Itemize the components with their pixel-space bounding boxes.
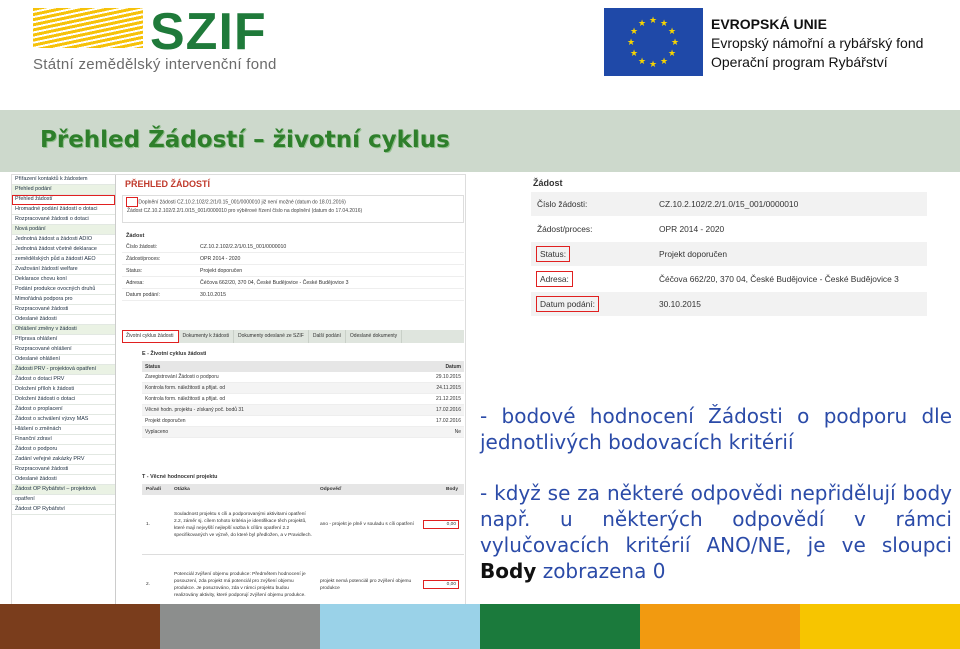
lifecycle-date: 21.12.2015 <box>435 396 461 402</box>
sidebar-item[interactable]: Rozpracované žádosti <box>12 465 115 475</box>
sidebar-item[interactable]: Žádost o schválení výzvy MAS <box>12 415 115 425</box>
lifecycle-date: 24.11.2015 <box>436 385 461 391</box>
lifecycle-status: Zaregistrování Žádosti o podporu <box>145 374 219 380</box>
scoring-answer: ano - projekt je plně v souladu s cíli opatření <box>320 522 414 527</box>
title-band <box>0 110 960 172</box>
scoring-order: 2. <box>146 582 151 587</box>
slide-title: Přehled Žádostí – životní cyklus <box>40 127 450 153</box>
scoring-points <box>424 521 462 528</box>
form-value: CZ.10.2.102/2.2/1/0.15_001/0000010 <box>200 243 287 250</box>
sidebar-item[interactable]: Přiřazení kontaktů k žádostem <box>12 175 115 185</box>
lifecycle-row <box>142 383 464 394</box>
lifecycle-header <box>142 361 464 372</box>
footer-color-bar <box>480 604 640 649</box>
col-date: Datum <box>445 363 461 370</box>
sidebar-item[interactable]: Mimořádná podpora pro <box>12 295 115 305</box>
tab[interactable]: Další podání <box>309 330 346 343</box>
col-answer: Odpověď <box>320 487 342 492</box>
lifecycle-table <box>142 361 464 438</box>
eu-star-icon: ★ <box>660 17 669 28</box>
sidebar-item[interactable]: Přehled žádostí <box>12 195 115 205</box>
sidebar-item[interactable]: Zadání veřejné zakázky PRV <box>12 455 115 465</box>
sidebar-item[interactable]: opatření <box>12 495 115 505</box>
app-screenshot <box>11 174 466 611</box>
form-key: Status: <box>126 267 143 274</box>
sidebar-item[interactable]: Hlášení o změnách <box>12 425 115 435</box>
form-row <box>122 253 464 265</box>
eu-star-icon: ★ <box>660 56 669 67</box>
detail-title: Žádost <box>533 178 563 188</box>
request-form <box>122 231 464 301</box>
scoring-title: T - Věcné hodnocení projektu <box>142 474 218 480</box>
tab-bar <box>122 330 464 343</box>
eu-star-icon: ★ <box>627 37 636 47</box>
form-section: Žádost <box>126 233 145 239</box>
lifecycle-date: 17.02.2016 <box>435 407 461 413</box>
sidebar-item[interactable]: Žádost OP Rybářství <box>12 505 115 515</box>
detail-row <box>531 292 927 317</box>
notice-box <box>122 195 464 223</box>
sidebar-item[interactable]: Deklarace chovu koní <box>12 275 115 285</box>
form-row <box>122 241 464 253</box>
scoring-question: Potenciál zvýšení objemu produkce: Předmětem hodnocení je posouzení, zda projekt má potenciál pro zvýšení objemu produkce. Je posuzováno, zda v rámci projektu budou realizovány aktivity, které podporují zvýšení objemu produkce. <box>174 571 306 598</box>
footer-color-bar <box>0 604 160 649</box>
notice-flag <box>127 198 137 206</box>
eu-star-icon: ★ <box>638 17 647 28</box>
sidebar-item[interactable]: Rozpracované žádosti <box>12 305 115 315</box>
eu-star-icon: ★ <box>649 15 658 25</box>
col-order: Pořadí <box>146 487 161 492</box>
form-key: Adresa: <box>126 279 144 286</box>
lifecycle-date: 29.10.2015 <box>435 374 461 380</box>
detail-key-label: Status: <box>537 247 569 261</box>
sidebar-item[interactable]: zemědělských půd a žádostí AEO <box>12 255 115 265</box>
detail-row <box>531 242 927 267</box>
bullet-2 <box>480 480 952 584</box>
szif-logo-text: SZIF <box>150 3 267 61</box>
detail-value: CZ.10.2.102/2.2/1.0/15_001/0000010 <box>659 199 799 209</box>
eu-star-icon: ★ <box>668 26 677 36</box>
form-row <box>122 289 464 301</box>
detail-value: Projekt doporučen <box>659 249 727 259</box>
detail-row <box>531 192 927 217</box>
detail-key <box>531 299 659 309</box>
lifecycle-date: 17.02.2016 <box>435 418 461 424</box>
lifecycle-row <box>142 405 464 416</box>
detail-key-label: Adresa: <box>537 272 572 286</box>
sidebar-item[interactable]: Jednotná žádost včetně deklarace <box>12 245 115 255</box>
sidebar-item[interactable]: Rozpracované žádosti o dotaci <box>12 215 115 225</box>
points-value: 0,00 <box>424 581 458 588</box>
lifecycle-row <box>142 372 464 383</box>
tab[interactable]: Dokumenty k žádosti <box>179 330 234 343</box>
eu-star-icon: ★ <box>668 48 677 58</box>
form-value: Čéčova 662/20, 370 04, České Budějovice - České Budějovice 3 <box>200 279 349 286</box>
sidebar-item[interactable]: Žádost o proplacení <box>12 405 115 415</box>
sidebar-item[interactable]: Odeslané ohlášení <box>12 355 115 365</box>
detail-key <box>531 199 659 209</box>
detail-value: OPR 2014 - 2020 <box>659 224 725 234</box>
detail-key <box>531 274 659 284</box>
footer-color-bar <box>160 604 320 649</box>
sidebar-item[interactable]: Jednotná žádost a žádosti ADIO <box>12 235 115 245</box>
sidebar-item[interactable]: Podání produkce ovocných druhů <box>12 285 115 295</box>
lifecycle-row <box>142 427 464 438</box>
scoring-order: 1. <box>146 522 151 527</box>
eu-line-2: Evropský námořní a rybářský fond <box>711 35 924 51</box>
detail-key-label: Žádost/proces: <box>537 224 593 234</box>
sidebar-item[interactable]: Zvažování žádostí welfare <box>12 265 115 275</box>
form-value: OPR 2014 - 2020 <box>200 255 241 262</box>
detail-key <box>531 249 659 259</box>
sidebar-item[interactable]: Hromadné podání žádostí o dotaci <box>12 205 115 215</box>
sidebar-item[interactable]: Odeslané žádosti <box>12 315 115 325</box>
lifecycle-status: Kontrola form. náležitostí a přijat. od <box>145 396 226 402</box>
bullet-text <box>480 403 952 609</box>
detail-screenshot <box>531 174 927 320</box>
bullet-2-text: - když se za některé odpovědi nepřidělují body např. u některých odpovědí v rámci vylučovacích kritérií ANO/NE, je ve sloupci <box>480 481 952 557</box>
sidebar-item[interactable]: Žádost OP Rybářství – projektová <box>12 485 115 495</box>
scoring-header <box>142 484 464 495</box>
sidebar-item[interactable]: Doložení příloh k žádosti <box>12 385 115 395</box>
detail-value: Čéčova 662/20, 370 04, České Budějovice - České Budějovice 3 <box>659 274 899 284</box>
lifecycle-status: Věcné hodn. projektu - získaný poč. bodů 31 <box>145 407 244 413</box>
eu-line-1: EVROPSKÁ UNIE <box>711 16 827 32</box>
form-value: 30.10.2015 <box>200 291 226 298</box>
form-row <box>122 277 464 289</box>
footer-bars <box>0 604 960 649</box>
detail-row <box>531 217 927 242</box>
scoring-row <box>142 495 464 555</box>
eu-star-icon: ★ <box>671 37 680 47</box>
bullet-2-bold: Body <box>480 559 537 583</box>
col-question: Otázka <box>174 487 190 492</box>
eu-line-3: Operační program Rybářství <box>711 54 888 70</box>
sidebar-item[interactable]: Žádosti PRV - projektová opatření <box>12 365 115 375</box>
sidebar-item[interactable]: Žádost o podporu <box>12 445 115 455</box>
lifecycle-row <box>142 394 464 405</box>
form-key: Žádost/proces: <box>126 255 161 262</box>
tab[interactable]: Dokumenty odeslané ze SZIF <box>234 330 309 343</box>
page-heading: PŘEHLED ŽÁDOSTÍ <box>125 179 211 189</box>
eu-star-icon: ★ <box>629 26 639 36</box>
form-key: Číslo žádosti: <box>126 243 158 250</box>
form-row <box>122 265 464 277</box>
sidebar-item[interactable]: Žádost o dotaci PRV <box>12 375 115 385</box>
scoring-row <box>142 555 464 611</box>
eu-text <box>711 15 923 72</box>
bullet-2-tail: zobrazena 0 <box>536 559 666 583</box>
lifecycle-status: Kontrola form. náležitostí a přijat. od <box>145 385 226 391</box>
sidebar-item[interactable]: Příprava ohlášení <box>12 335 115 345</box>
col-points: Body <box>446 487 458 492</box>
lifecycle-row <box>142 416 464 427</box>
scoring-points <box>424 581 462 588</box>
eu-flag-icon <box>604 8 703 76</box>
bullet-1: - bodové hodnocení Žádosti o podporu dle jednotlivých bodovacích kritérií <box>480 404 952 454</box>
sidebar-item[interactable]: Finanční zdraví <box>12 435 115 445</box>
footer-color-bar <box>800 604 960 649</box>
sidebar-item[interactable]: Rozpracované ohlášení <box>12 345 115 355</box>
szif-logo-subtitle: Státní zemědělský intervenční fond <box>33 56 277 73</box>
footer-color-bar <box>320 604 480 649</box>
scoring-question: Souladnost projektu s cíli a podporovanými aktivitami opatření 2.2, záměr sj. cílem tohoto kritéria je identifikace těch projektů, které mají nejvyšší nejlepší vazba k cílům opatření 2.2 specifikovaných ve výzvě, do které byl předložen, a v Pravidlech. <box>174 511 312 538</box>
sidebar-item[interactable]: Přehled podání <box>12 185 115 195</box>
scoring-answer: projekt nemá potenciál pro zvýšení objemu produkce <box>320 578 412 591</box>
points-value: 0,00 <box>424 521 458 528</box>
footer-color-bar <box>640 604 800 649</box>
eu-star-icon: ★ <box>629 48 639 58</box>
sidebar-item[interactable]: Odeslané žádosti <box>12 475 115 485</box>
tab[interactable]: Životní cyklus žádosti <box>122 330 179 343</box>
header <box>0 0 960 110</box>
lifecycle-title: E - Životní cyklus žádosti <box>142 351 207 357</box>
eu-star-icon: ★ <box>649 59 658 69</box>
lifecycle-status: Projekt doporučen <box>145 418 186 424</box>
detail-key-label: Datum podání: <box>537 297 598 311</box>
detail-row <box>531 267 927 292</box>
detail-key <box>531 224 659 234</box>
lifecycle-date: Ne <box>454 429 461 435</box>
lifecycle-status: Vyplacenо <box>145 429 169 435</box>
detail-key-label: Číslo žádosti: <box>537 199 588 209</box>
eu-star-icon: ★ <box>638 56 647 67</box>
notice-1: Doplnění žádosti CZ.10.2.102/2.2/1/0.15_001/0000010 již není možné (datum do 18.01.2016) <box>138 199 346 206</box>
form-key: Datum podání: <box>126 291 161 298</box>
sidebar-item[interactable]: Doložení žádosti o dotaci <box>12 395 115 405</box>
notice-2: Žádost CZ.10.2.102/2.2/1.0/15_001/0000010 pro výběrové řízení číslo na doplnění (datum do 17.04.2016) <box>127 208 363 215</box>
form-value: Projekt doporučen <box>200 267 243 274</box>
scoring-table <box>142 484 464 611</box>
detail-value: 30.10.2015 <box>659 299 701 309</box>
szif-flag-logo <box>33 8 143 50</box>
tab[interactable]: Odeslané dokumenty <box>346 330 402 343</box>
sidebar <box>12 175 116 611</box>
sidebar-item[interactable]: Ohlášení změny v žádosti <box>12 325 115 335</box>
col-status: Status <box>145 363 161 370</box>
sidebar-item[interactable]: Nová podání <box>12 225 115 235</box>
